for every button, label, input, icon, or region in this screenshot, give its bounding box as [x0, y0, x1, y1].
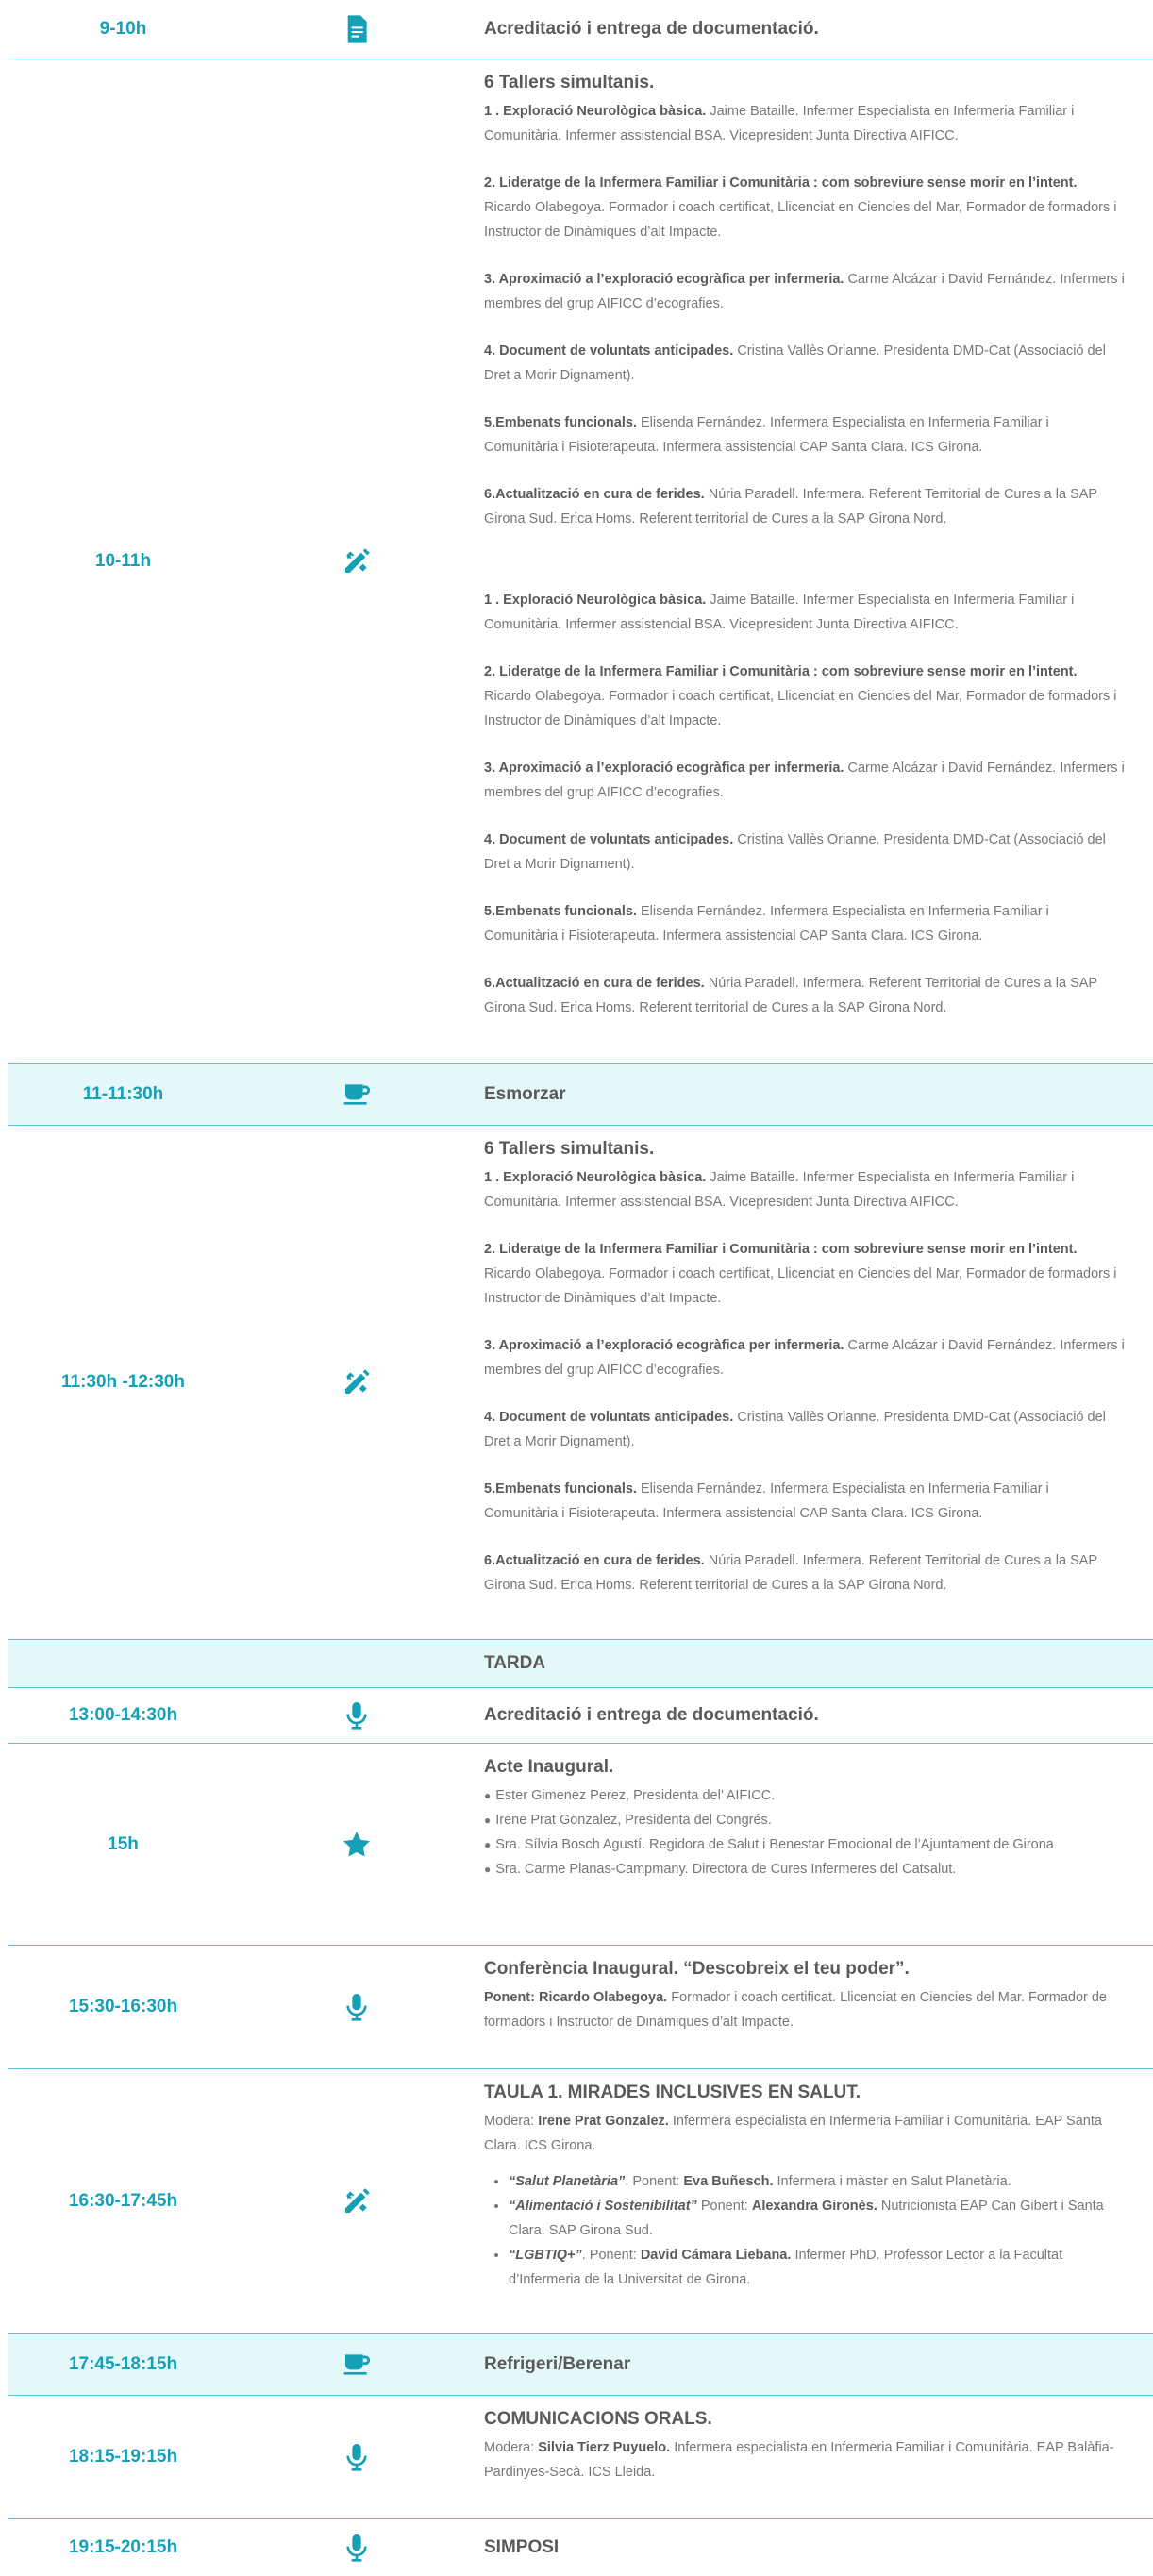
- schedule-row: [8, 1688, 1153, 1744]
- schedule-row: [8, 2519, 1153, 2576]
- attendee-list: [484, 1783, 1126, 1882]
- time-cell: 16:30-17:45h: [68, 2191, 178, 2211]
- schedule-table: [8, 0, 1153, 2576]
- list-item: • “LGBTIQ+”. Ponent: David Cámara Liebana. Infermer PhD. Professor Lector a la Facultat d’Infermeria de la Universitat de Girona.: [509, 2243, 1126, 2292]
- speaker-info: Ponent: Ricardo Olabegoya. Formador i coach certificat. Llicenciat en Ciencies del Mar. Formador de formadors i Instructor de Dinàmiques d’alt Impacte.: [484, 1990, 1107, 2030]
- workshop-item: 5.Embenats funcionals. Elisenda Fernández. Infermera Especialista en Infermeria Familiar i Comunitària i Fisioterapeuta. Infermera assistencial CAP Santa Clara. ICS Girona.: [484, 1481, 1049, 1521]
- section-title: TARDA: [484, 1653, 546, 1673]
- schedule-row: [8, 1064, 1153, 1126]
- time-cell: 17:45-18:15h: [68, 2354, 178, 2374]
- session-title: SIMPOSI: [484, 2537, 560, 2557]
- session-title: 6 Tallers simultanis.: [484, 73, 655, 92]
- schedule-row: [8, 1744, 1153, 1946]
- content-cell: [484, 2069, 1126, 2307]
- time-cell: 10-11h: [94, 551, 152, 571]
- moderator-info: Modera: Silvia Tierz Puyuelo. Infermera especialista en Infermeria Familiar i Comunitària. EAP Balàfia-Pardinyes-Secà. ICS Lleida.: [484, 2440, 1114, 2480]
- time-cell: 19:15-20:15h: [68, 2537, 178, 2557]
- workshop-item: 5.Embenats funcionals. Elisenda Fernández. Infermera Especialista en Infermeria Familiar i Comunitària i Fisioterapeuta. Infermera assistencial CAP Santa Clara. ICS Girona.: [484, 904, 1049, 944]
- star-icon: [338, 1826, 376, 1864]
- time-cell: 9-10h: [99, 19, 147, 39]
- schedule-row: [8, 0, 1153, 59]
- time-cell: 18:15-19:15h: [68, 2447, 178, 2467]
- pencil-ruler-icon: [338, 543, 376, 580]
- content-cell: [484, 1946, 1126, 2049]
- list-item: ● Sra. Sílvia Bosch Agustí. Regidora de Salut i Benestar Emocional de l’Ajuntament de Girona: [484, 1832, 1126, 1857]
- session-title: Conferència Inaugural. “Descobreix el teu poder”.: [484, 1959, 910, 1979]
- workshop-item: 1 . Exploració Neurològica bàsica. Jaime Bataille. Infermer Especialista en Infermeria Familiar i Comunitària. Infermer assistencial BSA. Vicepresident Junta Directiva AIFICC.: [484, 593, 1075, 632]
- schedule-row: [8, 1946, 1153, 2069]
- workshop-item: 6.Actualització en cura de ferides. Núria Paradell. Infermera. Referent Territorial de Cures a la SAP Girona Sud. Erica Homs. Referent territorial de Cures a la SAP Girona Nord.: [484, 487, 1097, 527]
- session-title: 6 Tallers simultanis.: [484, 1139, 655, 1159]
- session-title: Acreditació i entrega de documentació.: [484, 1705, 819, 1725]
- content-cell: [484, 1064, 1126, 1125]
- workshop-item: 5.Embenats funcionals. Elisenda Fernández. Infermera Especialista en Infermeria Familiar i Comunitària i Fisioterapeuta. Infermera assistencial CAP Santa Clara. ICS Girona.: [484, 415, 1049, 455]
- coffee-cup-icon: [338, 2346, 376, 2384]
- content-cell: [484, 2519, 1126, 2576]
- microphone-icon: [338, 1988, 376, 2026]
- workshop-item: 6.Actualització en cura de ferides. Núria Paradell. Infermera. Referent Territorial de Cures a la SAP Girona Sud. Erica Homs. Referent territorial de Cures a la SAP Girona Nord.: [484, 1553, 1097, 1593]
- schedule-row: [8, 2396, 1153, 2519]
- session-title: Refrigeri/Berenar: [484, 2354, 631, 2374]
- workshop-item: 4. Document de voluntats anticipades. Cristina Vallès Orianne. Presidenta DMD-Cat (Associació del Dret a Morir Dignament).: [484, 1410, 1106, 1449]
- coffee-cup-icon: [338, 1076, 376, 1113]
- workshop-item: 3. Aproximació a l’exploració ecogràfica per infermeria. Carme Alcázar i David Fernández. Infermers i membres del grup AIFICC d’ecografies.: [484, 272, 1125, 311]
- schedule-row: [8, 2334, 1153, 2396]
- microphone-icon: [338, 2438, 376, 2476]
- workshop-item: 1 . Exploració Neurològica bàsica. Jaime Bataille. Infermer Especialista en Infermeria Familiar i Comunitària. Infermer assistencial BSA. Vicepresident Junta Directiva AIFICC.: [484, 1170, 1075, 1210]
- content-cell: [484, 2396, 1126, 2500]
- content-cell: [484, 1688, 1126, 1743]
- talk-list: [484, 2169, 1126, 2292]
- workshop-item: 4. Document de voluntats anticipades. Cristina Vallès Orianne. Presidenta DMD-Cat (Associació del Dret a Morir Dignament).: [484, 343, 1106, 383]
- document-icon: [338, 10, 376, 48]
- session-title: Acte Inaugural.: [484, 1757, 614, 1777]
- section-header-row: [8, 1640, 1153, 1688]
- workshop-item: 2. Lideratge de la Infermera Familiar i Comunitària : com sobreviure sense morir en l’intent. Ricardo Olabegoya. Formador i coach certificat, Llicenciat en Ciencies del Mar, Formador de formadors i Instructor de Dinàmiques d’alt Impacte.: [484, 664, 1117, 728]
- content-cell: [484, 2334, 1126, 2395]
- schedule-row: [8, 1126, 1153, 1640]
- session-title: Acreditació i entrega de documentació.: [484, 19, 819, 39]
- workshop-item: 2. Lideratge de la Infermera Familiar i Comunitària : com sobreviure sense morir en l’intent. Ricardo Olabegoya. Formador i coach certificat, Llicenciat en Ciencies del Mar, Formador de formadors i Instructor de Dinàmiques d’alt Impacte.: [484, 176, 1117, 240]
- microphone-icon: [338, 1697, 376, 1734]
- workshop-item: 4. Document de voluntats anticipades. Cristina Vallès Orianne. Presidenta DMD-Cat (Associació del Dret a Morir Dignament).: [484, 832, 1106, 872]
- moderator-info: Modera: Irene Prat Gonzalez. Infermera especialista en Infermeria Familiar i Comunitària. EAP Santa Clara. ICS Girona.: [484, 2114, 1102, 2153]
- time-cell: 11-11:30h: [82, 1084, 164, 1104]
- schedule-row: [8, 59, 1153, 1064]
- list-item: ● Ester Gimenez Perez, Presidenta del’ AIFICC.: [484, 1783, 1126, 1808]
- content-cell: [484, 0, 1126, 59]
- content-cell: [484, 1126, 1126, 1613]
- pencil-ruler-icon: [338, 2183, 376, 2220]
- list-item: ● Irene Prat Gonzalez, Presidenta del Congrés.: [484, 1808, 1126, 1832]
- list-item: • “Alimentació i Sostenibilitat” Ponent: Alexandra Gironès. Nutricionista EAP Can Gibert i Santa Clara. SAP Girona Sud.: [509, 2194, 1126, 2243]
- workshop-item: 6.Actualització en cura de ferides. Núria Paradell. Infermera. Referent Territorial de Cures a la SAP Girona Sud. Erica Homs. Referent territorial de Cures a la SAP Girona Nord.: [484, 976, 1097, 1015]
- pencil-ruler-icon: [338, 1363, 376, 1401]
- microphone-icon: [338, 2529, 376, 2567]
- session-title: Esmorzar: [484, 1084, 566, 1104]
- workshop-item: 3. Aproximació a l’exploració ecogràfica per infermeria. Carme Alcázar i David Fernández. Infermers i membres del grup AIFICC d’ecografies.: [484, 761, 1125, 800]
- list-item: • “Salut Planetària”. Ponent: Eva Buñesch. Infermera i màster en Salut Planetària.: [509, 2169, 1126, 2194]
- session-title: TAULA 1. MIRADES INCLUSIVES EN SALUT.: [484, 2083, 861, 2102]
- workshop-item: 2. Lideratge de la Infermera Familiar i Comunitària : com sobreviure sense morir en l’intent. Ricardo Olabegoya. Formador i coach certificat, Llicenciat en Ciencies del Mar, Formador de formadors i Instructor de Dinàmiques d’alt Impacte.: [484, 1242, 1117, 1306]
- schedule-row: [8, 2069, 1153, 2334]
- workshop-item: 3. Aproximació a l’exploració ecogràfica per infermeria. Carme Alcázar i David Fernández. Infermers i membres del grup AIFICC d’ecografies.: [484, 1338, 1125, 1378]
- time-cell: 15:30-16:30h: [68, 1997, 178, 2016]
- session-title: COMUNICACIONS ORALS.: [484, 2409, 712, 2429]
- workshop-item: 1 . Exploració Neurològica bàsica. Jaime Bataille. Infermer Especialista en Infermeria Familiar i Comunitària. Infermer assistencial BSA. Vicepresident Junta Directiva AIFICC.: [484, 104, 1075, 143]
- content-cell: [484, 59, 1126, 1035]
- content-cell: [484, 1744, 1126, 1897]
- time-cell: 15h: [108, 1833, 139, 1854]
- time-cell: 11:30h -12:30h: [61, 1372, 185, 1392]
- time-cell: 13:00-14:30h: [68, 1705, 178, 1725]
- content-cell: [484, 1640, 1126, 1687]
- list-item: ● Sra. Carme Planas-Campmany. Directora de Cures Infermeres del Catsalut.: [484, 1857, 1126, 1882]
